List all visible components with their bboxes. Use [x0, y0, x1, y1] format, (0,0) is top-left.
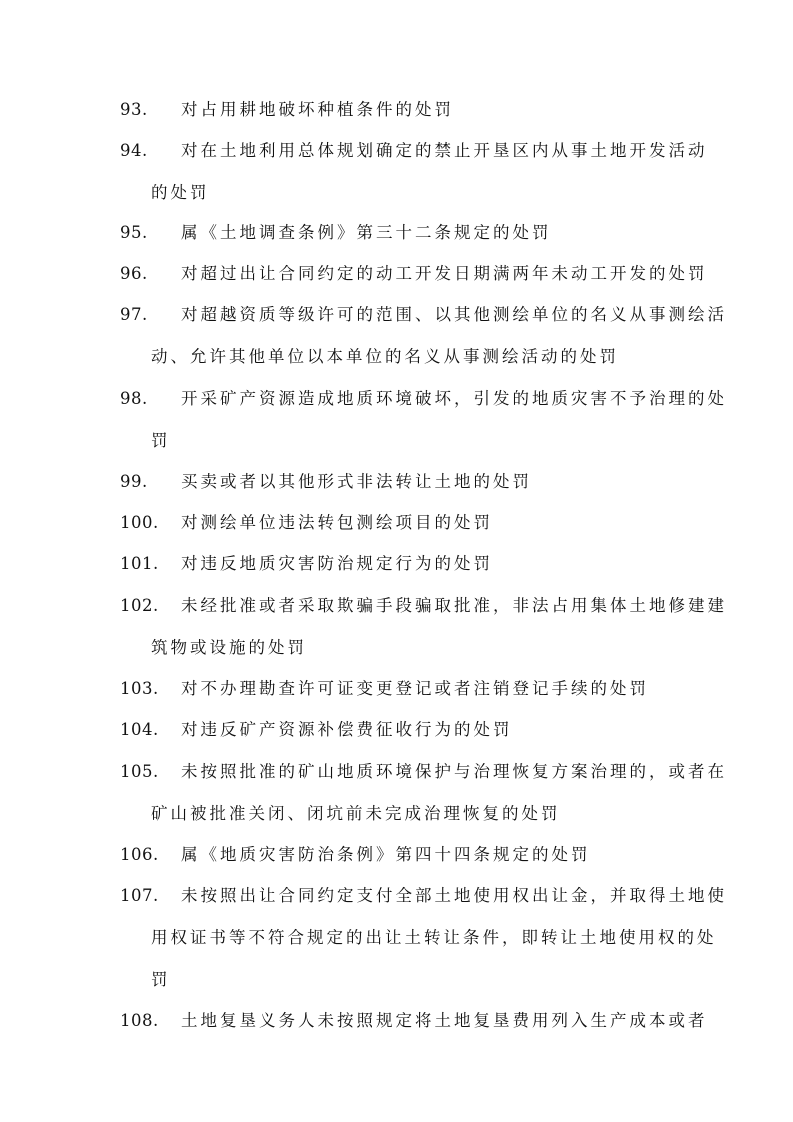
item-text: 对超过出让合同约定的动工开发日期满两年未动工开发的处罚: [181, 264, 708, 283]
item-number: 99.: [120, 472, 148, 491]
item-number: 108.: [120, 1011, 159, 1030]
item-number: 106.: [120, 845, 159, 864]
item-number: 103.: [120, 679, 159, 698]
item-number: 107.: [120, 886, 159, 905]
item-number: 97.: [120, 305, 148, 324]
item-text: 用权证书等不符合规定的出让土转让条件，即转让土地使用权的处: [151, 928, 717, 947]
item-text: 对不办理勘查许可证变更登记或者注销登记手续的处罚: [181, 679, 649, 698]
list-item: [120, 751, 727, 835]
item-text: 矿山被批准关闭、闭坑前未完成治理恢复的处罚: [151, 804, 561, 823]
item-number: 95.: [120, 223, 148, 242]
item-text: 买卖或者以其他形式非法转让土地的处罚: [181, 472, 532, 491]
item-text: 对在土地利用总体规划确定的禁止开垦区内从事土地开发活动: [181, 141, 708, 160]
item-number: 96.: [120, 264, 148, 283]
list-item: [120, 130, 710, 214]
item-text: 开采矿产资源造成地质环境破坏，引发的地质灾害不予治理的处: [181, 389, 727, 408]
list-item: [120, 253, 710, 295]
item-text: 属《土地调查条例》第三十二条规定的处罚: [181, 223, 552, 242]
item-number: 102.: [120, 596, 159, 615]
item-number: 105.: [120, 762, 159, 781]
list-item: [120, 709, 710, 751]
item-text: 对违反矿产资源补偿费征收行为的处罚: [181, 720, 513, 739]
list-item: [120, 668, 710, 710]
item-text: 对占用耕地破坏种植条件的处罚: [181, 100, 454, 119]
list-item: [120, 294, 727, 378]
item-number: 104.: [120, 720, 159, 739]
item-text: 罚: [151, 431, 171, 450]
item-number: 94.: [120, 141, 148, 160]
item-number: 101.: [120, 554, 159, 573]
list-item: [120, 543, 710, 585]
item-text: 罚: [151, 970, 171, 989]
item-text: 未按照出让合同约定支付全部土地使用权出让金，并取得土地使: [181, 886, 727, 905]
item-text: 未按照批准的矿山地质环境保护与治理恢复方案治理的，或者在: [181, 762, 727, 781]
item-text: 对测绘单位违法转包测绘项目的处罚: [181, 513, 493, 532]
list-item: [120, 378, 727, 462]
list-item: [120, 212, 710, 254]
item-text: 对超越资质等级许可的范围、以其他测绘单位的名义从事测绘活: [181, 305, 727, 324]
item-text: 的处罚: [151, 183, 210, 202]
list-item: [120, 89, 710, 131]
item-number: 100.: [120, 513, 159, 532]
list-item: [120, 585, 727, 669]
list-item: [120, 1000, 710, 1042]
item-text: 筑物或设施的处罚: [151, 638, 307, 657]
item-number: 98.: [120, 389, 148, 408]
item-text: 动、允许其他单位以本单位的名义从事测绘活动的处罚: [151, 347, 619, 366]
list-item: [120, 461, 710, 503]
list-item: [120, 875, 727, 1001]
list-item: [120, 834, 710, 876]
item-text: 对违反地质灾害防治规定行为的处罚: [181, 554, 493, 573]
item-text: 未经批准或者采取欺骗手段骗取批准，非法占用集体土地修建建: [181, 596, 727, 615]
item-number: 93.: [120, 100, 148, 119]
item-text: 土地复垦义务人未按照规定将土地复垦费用列入生产成本或者: [181, 1011, 708, 1030]
item-text: 属《地质灾害防治条例》第四十四条规定的处罚: [181, 845, 591, 864]
list-item: [120, 502, 710, 544]
